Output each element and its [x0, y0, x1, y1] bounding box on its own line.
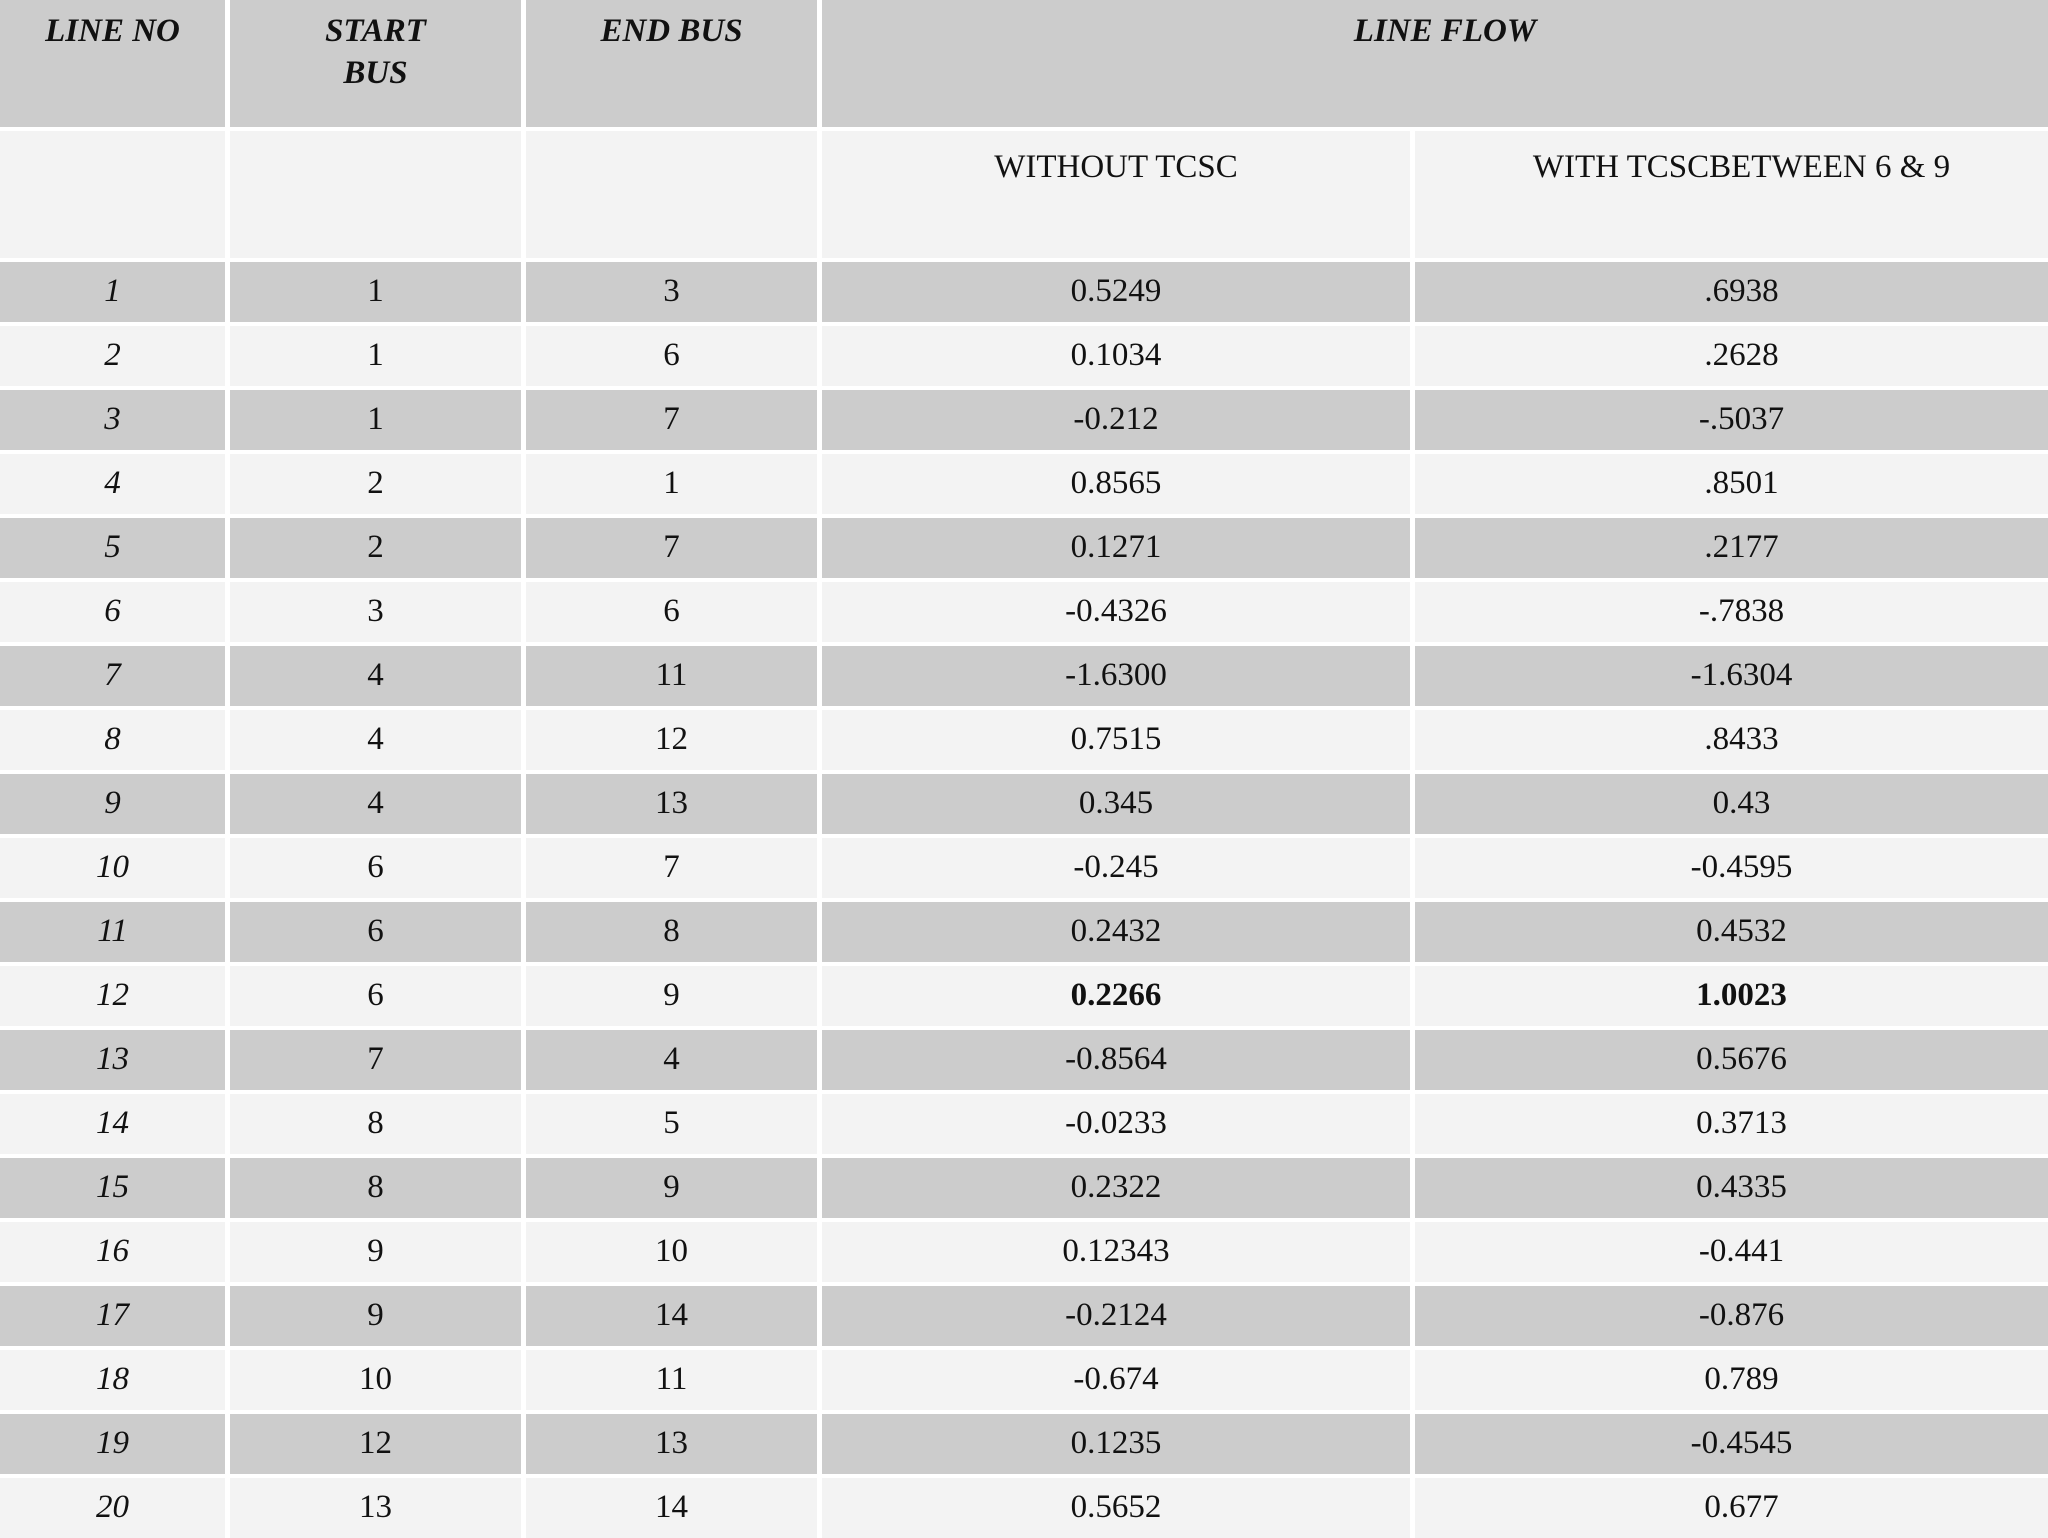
cell-with-tcsc: -.5037 [1415, 390, 2048, 450]
header-end-bus-text: END BUS [600, 13, 743, 49]
cell-without-tcsc: 0.1235 [822, 1414, 1410, 1474]
cell-line-no: 19 [0, 1414, 225, 1474]
cell-line-no: 17 [0, 1286, 225, 1346]
cell-without-tcsc: -1.6300 [822, 646, 1410, 706]
cell-with-tcsc: 0.3713 [1415, 1094, 2048, 1154]
cell-end-bus: 7 [526, 838, 817, 898]
cell-start-bus: 6 [230, 902, 521, 962]
cell-end-bus: 11 [526, 646, 817, 706]
cell-without-tcsc: -0.212 [822, 390, 1410, 450]
cell-with-tcsc: -1.6304 [1415, 646, 2048, 706]
cell-start-bus: 2 [230, 454, 521, 514]
cell-start-bus: 13 [230, 1478, 521, 1538]
cell-end-bus: 11 [526, 1350, 817, 1410]
cell-without-tcsc: -0.2124 [822, 1286, 1410, 1346]
cell-line-no: 1 [0, 262, 225, 322]
header-start-bus-text-2: BUS [343, 55, 408, 91]
cell-without-tcsc: 0.2432 [822, 902, 1410, 962]
cell-with-tcsc: -0.4595 [1415, 838, 2048, 898]
cell-start-bus: 4 [230, 710, 521, 770]
cell-end-bus: 13 [526, 1414, 817, 1474]
cell-with-tcsc: 0.4532 [1415, 902, 2048, 962]
cell-without-tcsc: 0.5652 [822, 1478, 1410, 1538]
cell-line-no: 8 [0, 710, 225, 770]
cell-end-bus: 6 [526, 582, 817, 642]
cell-end-bus: 13 [526, 774, 817, 834]
cell-end-bus: 10 [526, 1222, 817, 1282]
cell-without-tcsc: -0.8564 [822, 1030, 1410, 1090]
cell-start-bus: 10 [230, 1350, 521, 1410]
cell-end-bus: 9 [526, 966, 817, 1026]
cell-end-bus: 8 [526, 902, 817, 962]
cell-without-tcsc: 0.12343 [822, 1222, 1410, 1282]
header-start-bus-text-1: START [325, 13, 426, 49]
cell-start-bus: 8 [230, 1158, 521, 1218]
cell-start-bus: 8 [230, 1094, 521, 1154]
cell-line-no: 15 [0, 1158, 225, 1218]
cell-start-bus: 4 [230, 646, 521, 706]
cell-start-bus: 9 [230, 1222, 521, 1282]
cell-end-bus: 4 [526, 1030, 817, 1090]
cell-without-tcsc: -0.4326 [822, 582, 1410, 642]
subheader-empty-end-bus [526, 131, 817, 258]
cell-with-tcsc: 0.789 [1415, 1350, 2048, 1410]
cell-line-no: 3 [0, 390, 225, 450]
cell-line-no: 10 [0, 838, 225, 898]
cell-with-tcsc: .8433 [1415, 710, 2048, 770]
cell-with-tcsc: .6938 [1415, 262, 2048, 322]
cell-without-tcsc: 0.2266 [822, 966, 1410, 1026]
cell-with-tcsc: .2628 [1415, 326, 2048, 386]
cell-start-bus: 6 [230, 966, 521, 1026]
cell-end-bus: 14 [526, 1286, 817, 1346]
subheader-without-tcsc: WITHOUT TCSC [822, 131, 1410, 258]
cell-without-tcsc: -0.245 [822, 838, 1410, 898]
cell-end-bus: 14 [526, 1478, 817, 1538]
header-line-flow-text: LINE FLOW [1353, 13, 1537, 49]
cell-line-no: 6 [0, 582, 225, 642]
cell-end-bus: 3 [526, 262, 817, 322]
cell-end-bus: 6 [526, 326, 817, 386]
cell-without-tcsc: 0.1034 [822, 326, 1410, 386]
cell-line-no: 4 [0, 454, 225, 514]
cell-with-tcsc: 0.43 [1415, 774, 2048, 834]
subheader-empty-line-no [0, 131, 225, 258]
cell-without-tcsc: -0.674 [822, 1350, 1410, 1410]
cell-line-no: 20 [0, 1478, 225, 1538]
cell-start-bus: 1 [230, 326, 521, 386]
cell-start-bus: 1 [230, 262, 521, 322]
cell-line-no: 2 [0, 326, 225, 386]
header-line-no-text: LINE NO [45, 13, 180, 49]
cell-with-tcsc: 0.5676 [1415, 1030, 2048, 1090]
cell-with-tcsc: -0.4545 [1415, 1414, 2048, 1474]
cell-line-no: 18 [0, 1350, 225, 1410]
header-line-flow [822, 0, 2048, 127]
cell-start-bus: 1 [230, 390, 521, 450]
cell-with-tcsc: -.7838 [1415, 582, 2048, 642]
cell-with-tcsc: 1.0023 [1415, 966, 2048, 1026]
header-start-bus [230, 0, 521, 127]
cell-line-no: 11 [0, 902, 225, 962]
cell-end-bus: 7 [526, 390, 817, 450]
cell-without-tcsc: -0.0233 [822, 1094, 1410, 1154]
cell-with-tcsc: 0.677 [1415, 1478, 2048, 1538]
cell-line-no: 7 [0, 646, 225, 706]
cell-line-no: 16 [0, 1222, 225, 1282]
subheader-empty-start-bus [230, 131, 521, 258]
cell-start-bus: 7 [230, 1030, 521, 1090]
cell-line-no: 14 [0, 1094, 225, 1154]
header-end-bus [526, 0, 817, 127]
cell-start-bus: 4 [230, 774, 521, 834]
cell-with-tcsc: .8501 [1415, 454, 2048, 514]
cell-without-tcsc: 0.1271 [822, 518, 1410, 578]
cell-start-bus: 6 [230, 838, 521, 898]
cell-without-tcsc: 0.7515 [822, 710, 1410, 770]
cell-with-tcsc: -0.876 [1415, 1286, 2048, 1346]
cell-end-bus: 7 [526, 518, 817, 578]
cell-line-no: 12 [0, 966, 225, 1026]
cell-without-tcsc: 0.2322 [822, 1158, 1410, 1218]
cell-with-tcsc: .2177 [1415, 518, 2048, 578]
cell-start-bus: 2 [230, 518, 521, 578]
cell-end-bus: 5 [526, 1094, 817, 1154]
cell-end-bus: 9 [526, 1158, 817, 1218]
subheader-with-tcsc: WITH TCSCBETWEEN 6 & 9 [1415, 131, 2048, 258]
header-line-no [0, 0, 225, 127]
cell-start-bus: 3 [230, 582, 521, 642]
cell-without-tcsc: 0.345 [822, 774, 1410, 834]
cell-end-bus: 1 [526, 454, 817, 514]
cell-line-no: 5 [0, 518, 225, 578]
cell-with-tcsc: -0.441 [1415, 1222, 2048, 1282]
cell-start-bus: 9 [230, 1286, 521, 1346]
cell-line-no: 9 [0, 774, 225, 834]
cell-without-tcsc: 0.8565 [822, 454, 1410, 514]
cell-with-tcsc: 0.4335 [1415, 1158, 2048, 1218]
cell-end-bus: 12 [526, 710, 817, 770]
cell-line-no: 13 [0, 1030, 225, 1090]
cell-start-bus: 12 [230, 1414, 521, 1474]
cell-without-tcsc: 0.5249 [822, 262, 1410, 322]
